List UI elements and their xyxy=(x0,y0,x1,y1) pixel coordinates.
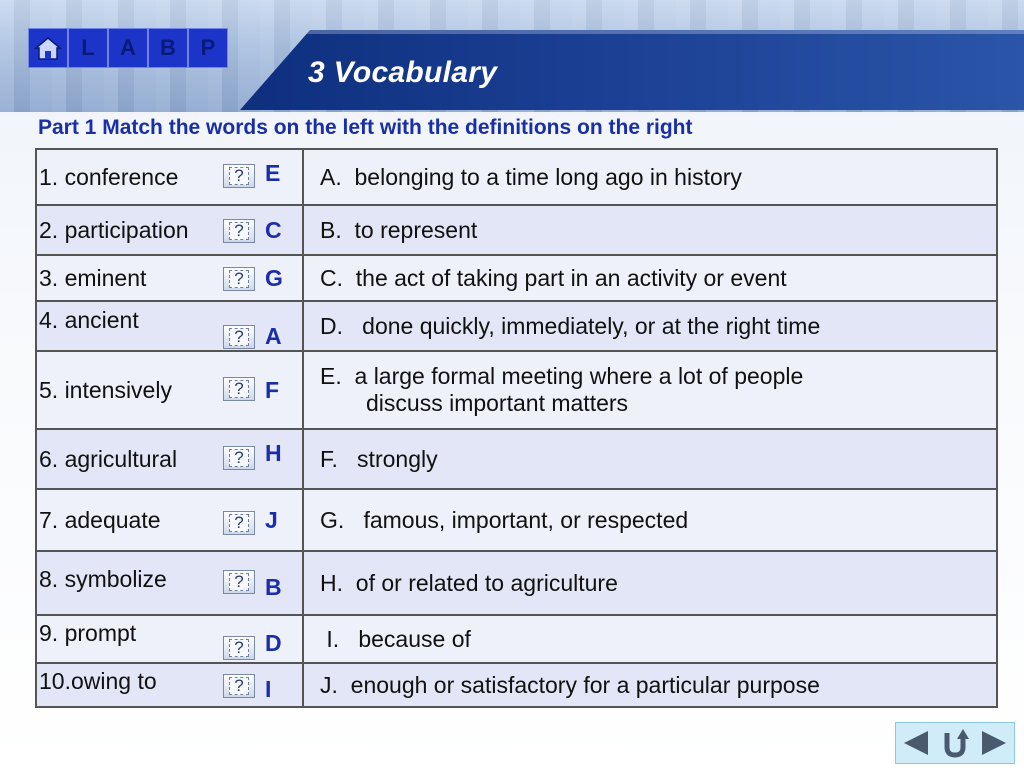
definition-text: G. famous, important, or respected xyxy=(320,506,689,533)
table-row xyxy=(36,255,997,301)
question-icon: ? xyxy=(229,328,249,346)
word-cell xyxy=(36,551,303,615)
reveal-answer-button[interactable] xyxy=(223,377,255,401)
definition-cell xyxy=(303,255,997,301)
question-icon: ? xyxy=(229,449,249,467)
reveal-answer-button[interactable] xyxy=(223,636,255,660)
answer-letter: J xyxy=(265,507,278,533)
home-icon xyxy=(33,33,63,63)
question-icon: ? xyxy=(229,573,249,591)
question-icon: ? xyxy=(229,514,249,532)
definition-cell xyxy=(303,551,997,615)
arrow-left-icon xyxy=(900,727,932,759)
reveal-answer-button[interactable] xyxy=(223,674,255,698)
home-button[interactable] xyxy=(28,28,68,68)
definition-cell xyxy=(303,489,997,551)
word-cell xyxy=(36,301,303,351)
word-cell xyxy=(36,351,303,429)
vocab-word: 9. prompt xyxy=(39,620,137,646)
answer-letter: H xyxy=(265,440,282,466)
vocab-word: 8. symbolize xyxy=(39,566,167,592)
table-row xyxy=(36,551,997,615)
vocab-word: 1. conference xyxy=(39,164,179,190)
definition-text: I. because of xyxy=(320,625,471,652)
table-row xyxy=(36,301,997,351)
instruction-text: Part 1 Match the words on the left with the definitions on the right xyxy=(38,116,693,139)
return-button[interactable] xyxy=(938,726,972,760)
top-nav xyxy=(28,28,228,68)
word-cell xyxy=(36,205,303,255)
reveal-answer-button[interactable] xyxy=(223,511,255,535)
vocabulary-table xyxy=(35,148,998,708)
question-icon: ? xyxy=(229,167,249,185)
bottom-nav xyxy=(895,722,1015,764)
nav-button-l[interactable]: L xyxy=(68,28,108,68)
definition-text: C. the act of taking part in an activity or event xyxy=(320,264,787,291)
answer-letter: B xyxy=(265,574,282,600)
vocab-word: 7. adequate xyxy=(39,507,161,533)
vocab-word: 5. intensively xyxy=(39,377,172,403)
question-icon: ? xyxy=(229,639,249,657)
question-icon: ? xyxy=(229,380,249,398)
answer-letter: D xyxy=(265,630,282,656)
vocab-word: 2. participation xyxy=(39,217,189,243)
table-row xyxy=(36,429,997,489)
reveal-answer-button[interactable] xyxy=(223,325,255,349)
definition-text: H. of or related to agriculture xyxy=(320,569,618,596)
arrow-right-icon xyxy=(978,727,1010,759)
definition-cell xyxy=(303,663,997,707)
reveal-answer-button[interactable] xyxy=(223,267,255,291)
definition-cell xyxy=(303,429,997,489)
definition-cell xyxy=(303,205,997,255)
word-cell xyxy=(36,615,303,663)
definition-text: J. enough or satisfactory for a particular purpose xyxy=(320,671,820,698)
question-icon: ? xyxy=(229,222,249,240)
definition-cell xyxy=(303,301,997,351)
table-row xyxy=(36,205,997,255)
question-icon: ? xyxy=(229,677,249,695)
definition-cell xyxy=(303,149,997,205)
definition-cell xyxy=(303,351,997,429)
definition-cell xyxy=(303,615,997,663)
answer-letter: A xyxy=(265,323,282,349)
question-icon: ? xyxy=(229,270,249,288)
definition-text: E. a large formal meeting where a lot of people xyxy=(320,363,804,389)
table-row xyxy=(36,489,997,551)
word-cell xyxy=(36,429,303,489)
word-cell xyxy=(36,149,303,205)
definition-text: D. done quickly, immediately, or at the right time xyxy=(320,312,821,339)
answer-letter: G xyxy=(265,265,283,291)
definition-text: B. to represent xyxy=(320,216,478,243)
word-cell xyxy=(36,255,303,301)
answer-letter: E xyxy=(265,160,281,186)
prev-button[interactable] xyxy=(899,726,933,760)
nav-button-a[interactable]: A xyxy=(108,28,148,68)
next-button[interactable] xyxy=(977,726,1011,760)
answer-letter: F xyxy=(265,377,280,403)
table-row xyxy=(36,351,997,429)
reveal-answer-button[interactable] xyxy=(223,570,255,594)
reveal-answer-button[interactable] xyxy=(223,164,255,188)
table-row xyxy=(36,149,997,205)
table-row xyxy=(36,663,997,707)
definition-text-continued: discuss important matters xyxy=(366,390,629,416)
reveal-answer-button[interactable] xyxy=(223,446,255,470)
answer-letter: I xyxy=(265,676,272,702)
table-row xyxy=(36,615,997,663)
page-title: 3 Vocabulary xyxy=(308,56,498,89)
vocab-word: 10.owing to xyxy=(39,668,157,694)
definition-text: A. belonging to a time long ago in history xyxy=(320,163,742,190)
word-cell xyxy=(36,663,303,707)
header-banner xyxy=(0,0,1024,112)
nav-button-b[interactable]: B xyxy=(148,28,188,68)
nav-button-p[interactable]: P xyxy=(188,28,228,68)
reveal-answer-button[interactable] xyxy=(223,219,255,243)
return-icon xyxy=(939,727,971,759)
vocab-word: 3. eminent xyxy=(39,265,147,291)
answer-letter: C xyxy=(265,217,282,243)
vocab-word: 4. ancient xyxy=(39,307,139,333)
word-cell xyxy=(36,489,303,551)
vocab-word: 6. agricultural xyxy=(39,446,178,472)
definition-text: F. strongly xyxy=(320,445,438,472)
